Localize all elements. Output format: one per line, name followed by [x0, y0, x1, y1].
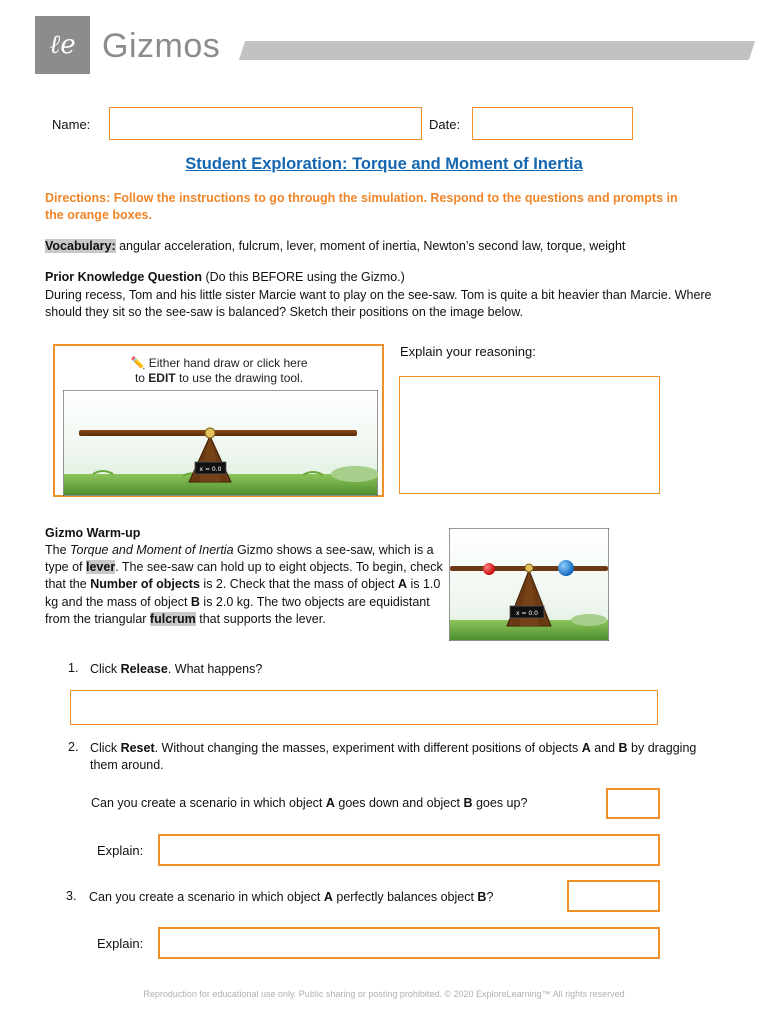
- q2-sub-text: Can you create a scenario in which object A goes down and object B goes up?: [91, 796, 528, 810]
- header-bar: [239, 41, 755, 60]
- q2-explain-label: Explain:: [97, 843, 144, 858]
- vocabulary: [45, 238, 715, 255]
- draw-instr-edit: EDIT: [148, 371, 176, 385]
- prior-knowledge-text: During recess, Tom and his little sister Marcie want to play on the see-saw. Tom is quite a bit heavier than Marcie. Where should they sit so the see-saw is balanced? Sketch their positions on the image below.: [45, 288, 712, 319]
- q3-answer-box[interactable]: [567, 880, 660, 912]
- name-field[interactable]: [109, 107, 422, 140]
- q2-number: 2.: [68, 740, 79, 754]
- object-a-ball: [483, 563, 495, 575]
- q1-answer-box[interactable]: [70, 690, 658, 725]
- q1-number: 1.: [68, 661, 79, 675]
- warmup-text: The Torque and Moment of Inertia Gizmo shows a see-saw, which is a type of lever. The see-saw can hold up to eight objects. To begin, check that the Number of objects is 2. Check that the mass of object A is 1.0 kg and the mass of object B is 2.0 kg. The two objects are equidistant from the triangular fulcrum that supports the lever.: [45, 543, 443, 626]
- drawing-instructions: [55, 356, 383, 386]
- q2-explain-box[interactable]: [158, 834, 660, 866]
- object-b-ball: [558, 560, 574, 576]
- q3-text: Can you create a scenario in which object A perfectly balances object B?: [89, 890, 494, 904]
- name-label: Name:: [52, 117, 91, 132]
- draw-instr-post: to use the drawing tool.: [175, 371, 304, 385]
- explain-reasoning-label: Explain your reasoning:: [400, 344, 536, 359]
- vocabulary-list: angular acceleration, fulcrum, lever, moment of inertia, Newton’s second law, torque, weight: [115, 239, 626, 253]
- q2-answer-box[interactable]: [606, 788, 660, 819]
- q2-text: Click Reset. Without changing the masses, experiment with different positions of objects A and B by dragging them around.: [90, 741, 697, 772]
- date-field[interactable]: [472, 107, 633, 140]
- q3-number: 3.: [66, 889, 77, 903]
- footer-copyright: Reproduction for educational use only. Public sharing or posting prohibited. © 2020 ExploreLearning™ All rights reserved: [143, 989, 625, 999]
- directions-text: Directions: Follow the instructions to go through the simulation. Respond to the questions and prompts in the orange boxes.: [45, 191, 678, 222]
- brand-name: Gizmos: [102, 27, 221, 65]
- prior-heading: Prior Knowledge Question: [45, 270, 202, 284]
- vocabulary-label: Vocabulary:: [45, 239, 116, 253]
- pencil-icon: ✏️: [130, 356, 146, 370]
- prior-note: (Do this BEFORE using the Gizmo.): [201, 270, 405, 284]
- logo-icon: ℓe: [49, 30, 76, 60]
- drawing-box[interactable]: [53, 344, 384, 497]
- q3-explain-label: Explain:: [97, 936, 144, 951]
- seesaw-image: [63, 390, 378, 496]
- draw-instr-line1: Either hand draw or click here: [148, 356, 308, 370]
- warmup-title: Gizmo Warm-up: [45, 526, 141, 540]
- reasoning-answer-box[interactable]: [399, 376, 660, 494]
- page-title: Student Exploration: Torque and Moment of Inertia: [185, 155, 583, 173]
- q1-text: Click Release. What happens?: [90, 662, 263, 676]
- gizmo-readout: x = 0.0: [516, 610, 538, 617]
- gizmo-seesaw-image: [449, 528, 609, 641]
- warmup-heading: [45, 525, 440, 542]
- seesaw-readout: x = 0.0: [199, 466, 222, 473]
- prior-knowledge-heading: [45, 269, 715, 286]
- q3-explain-box[interactable]: [158, 927, 660, 959]
- draw-instr-pre: to: [134, 371, 149, 385]
- date-label: Date:: [429, 117, 461, 132]
